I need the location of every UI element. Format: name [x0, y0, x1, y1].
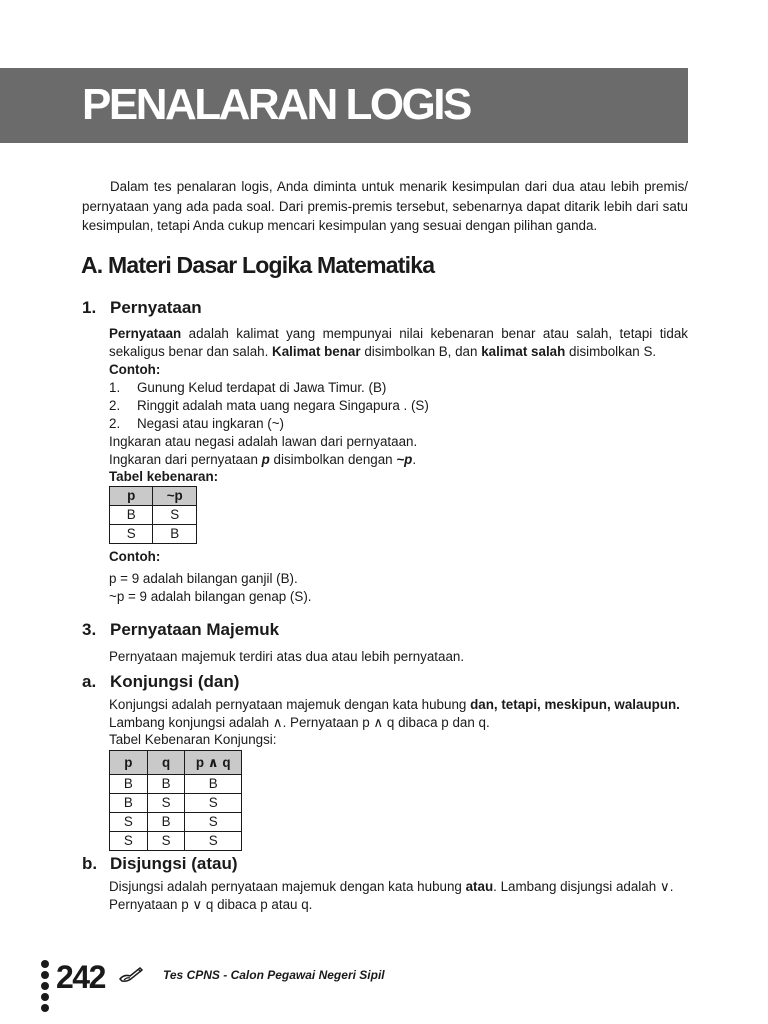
konjungsi-body	[109, 696, 688, 851]
table-caption: Tabel Kebenaran Konjungsi:	[109, 732, 277, 747]
table-row: B B B	[110, 775, 242, 794]
pernyataan-definition: Pernyataan adalah kalimat yang mempunyai nilai kebenaran benar atau salah, tetapi tidak sekaligus benar dan salah. Kalimat benar disimbolkan B, dan kalimat salah disimbolkan S.	[109, 326, 688, 359]
table-row: B S	[110, 506, 197, 525]
term-kalimat-salah: kalimat salah	[481, 344, 566, 359]
konjungsi-symbol-line: Lambang konjungsi adalah ∧. Pernyataan p ∧ q dibaca p dan q.	[109, 715, 490, 730]
majemuk-description: Pernyataan majemuk terdiri atas dua atau lebih pernyataan.	[109, 649, 465, 664]
term-pernyataan: Pernyataan	[109, 326, 182, 341]
contoh-label: Contoh:	[109, 362, 161, 377]
konjungsi-definition: Konjungsi adalah pernyataan majemuk dengan kata hubung dan, tetapi, meskipun, walaupun.	[109, 697, 680, 712]
table-header-row: p ~p	[110, 487, 197, 506]
contoh-label-2: Contoh:	[109, 549, 161, 564]
negation-symbol-line: Ingkaran dari pernyataan p disimbolkan dengan ~p.	[109, 452, 417, 467]
title-band	[0, 68, 688, 143]
heading-number: 1.	[82, 298, 97, 317]
disjungsi-symbol-line: Pernyataan p ∨ q dibaca p atau q.	[109, 897, 313, 912]
list-item: 2. Ringgit adalah mata uang negara Singapura . (S)	[109, 398, 429, 413]
term-kalimat-benar: Kalimat benar	[272, 344, 361, 359]
intro-paragraph	[82, 177, 688, 236]
table-row: S B	[110, 525, 197, 544]
example-line: ~p = 9 adalah bilangan genap (S).	[109, 589, 312, 604]
disjungsi-definition: Disjungsi adalah pernyataan majemuk dengan kata hubung atau. Lambang disjungsi adalah ∨.	[109, 879, 674, 894]
table-row: S B S	[110, 813, 242, 832]
page-footer	[40, 958, 440, 1018]
book-title: Tes CPNS - Calon Pegawai Negeri Sipil	[163, 968, 385, 982]
negation-definition: Ingkaran atau negasi adalah lawan dari pernyataan.	[109, 434, 418, 449]
truth-table-konjungsi	[109, 750, 242, 851]
page-title: PENALARAN LOGIS	[82, 80, 470, 129]
intro-text: Dalam tes penalaran logis, Anda diminta untuk menarik kesimpulan dari dua atau lebih premis/ pernyataan yang ada pada soal. Dari premis-premis tersebut, sebenarnya dapat ditarik lebih dari satu kesimpulan, tetapi Anda cukup mencari kesimpulan yang sesuai dengan pilihan ganda.	[82, 179, 688, 233]
disjungsi-body	[109, 878, 688, 914]
list-item: 2. Negasi atau ingkaran (~)	[109, 416, 285, 431]
pen-hand-icon	[118, 964, 144, 984]
list-item: 1. Gunung Kelud terdapat di Jawa Timur. (B)	[109, 380, 387, 395]
pernyataan-body	[109, 325, 688, 606]
table-row: B S S	[110, 794, 242, 813]
table-caption: Tabel kebenaran:	[109, 469, 219, 484]
table-row: S S S	[110, 832, 242, 851]
truth-table-negation	[109, 486, 197, 544]
section-a-heading: A. Materi Dasar Logika Matematika	[81, 252, 435, 278]
page-number: 242	[56, 959, 105, 995]
example-line: p = 9 adalah bilangan ganjil (B).	[109, 571, 298, 586]
table-header-row: p q p ∧ q	[110, 751, 242, 775]
majemuk-body	[109, 648, 688, 666]
heading-text: Pernyataan	[110, 298, 202, 317]
